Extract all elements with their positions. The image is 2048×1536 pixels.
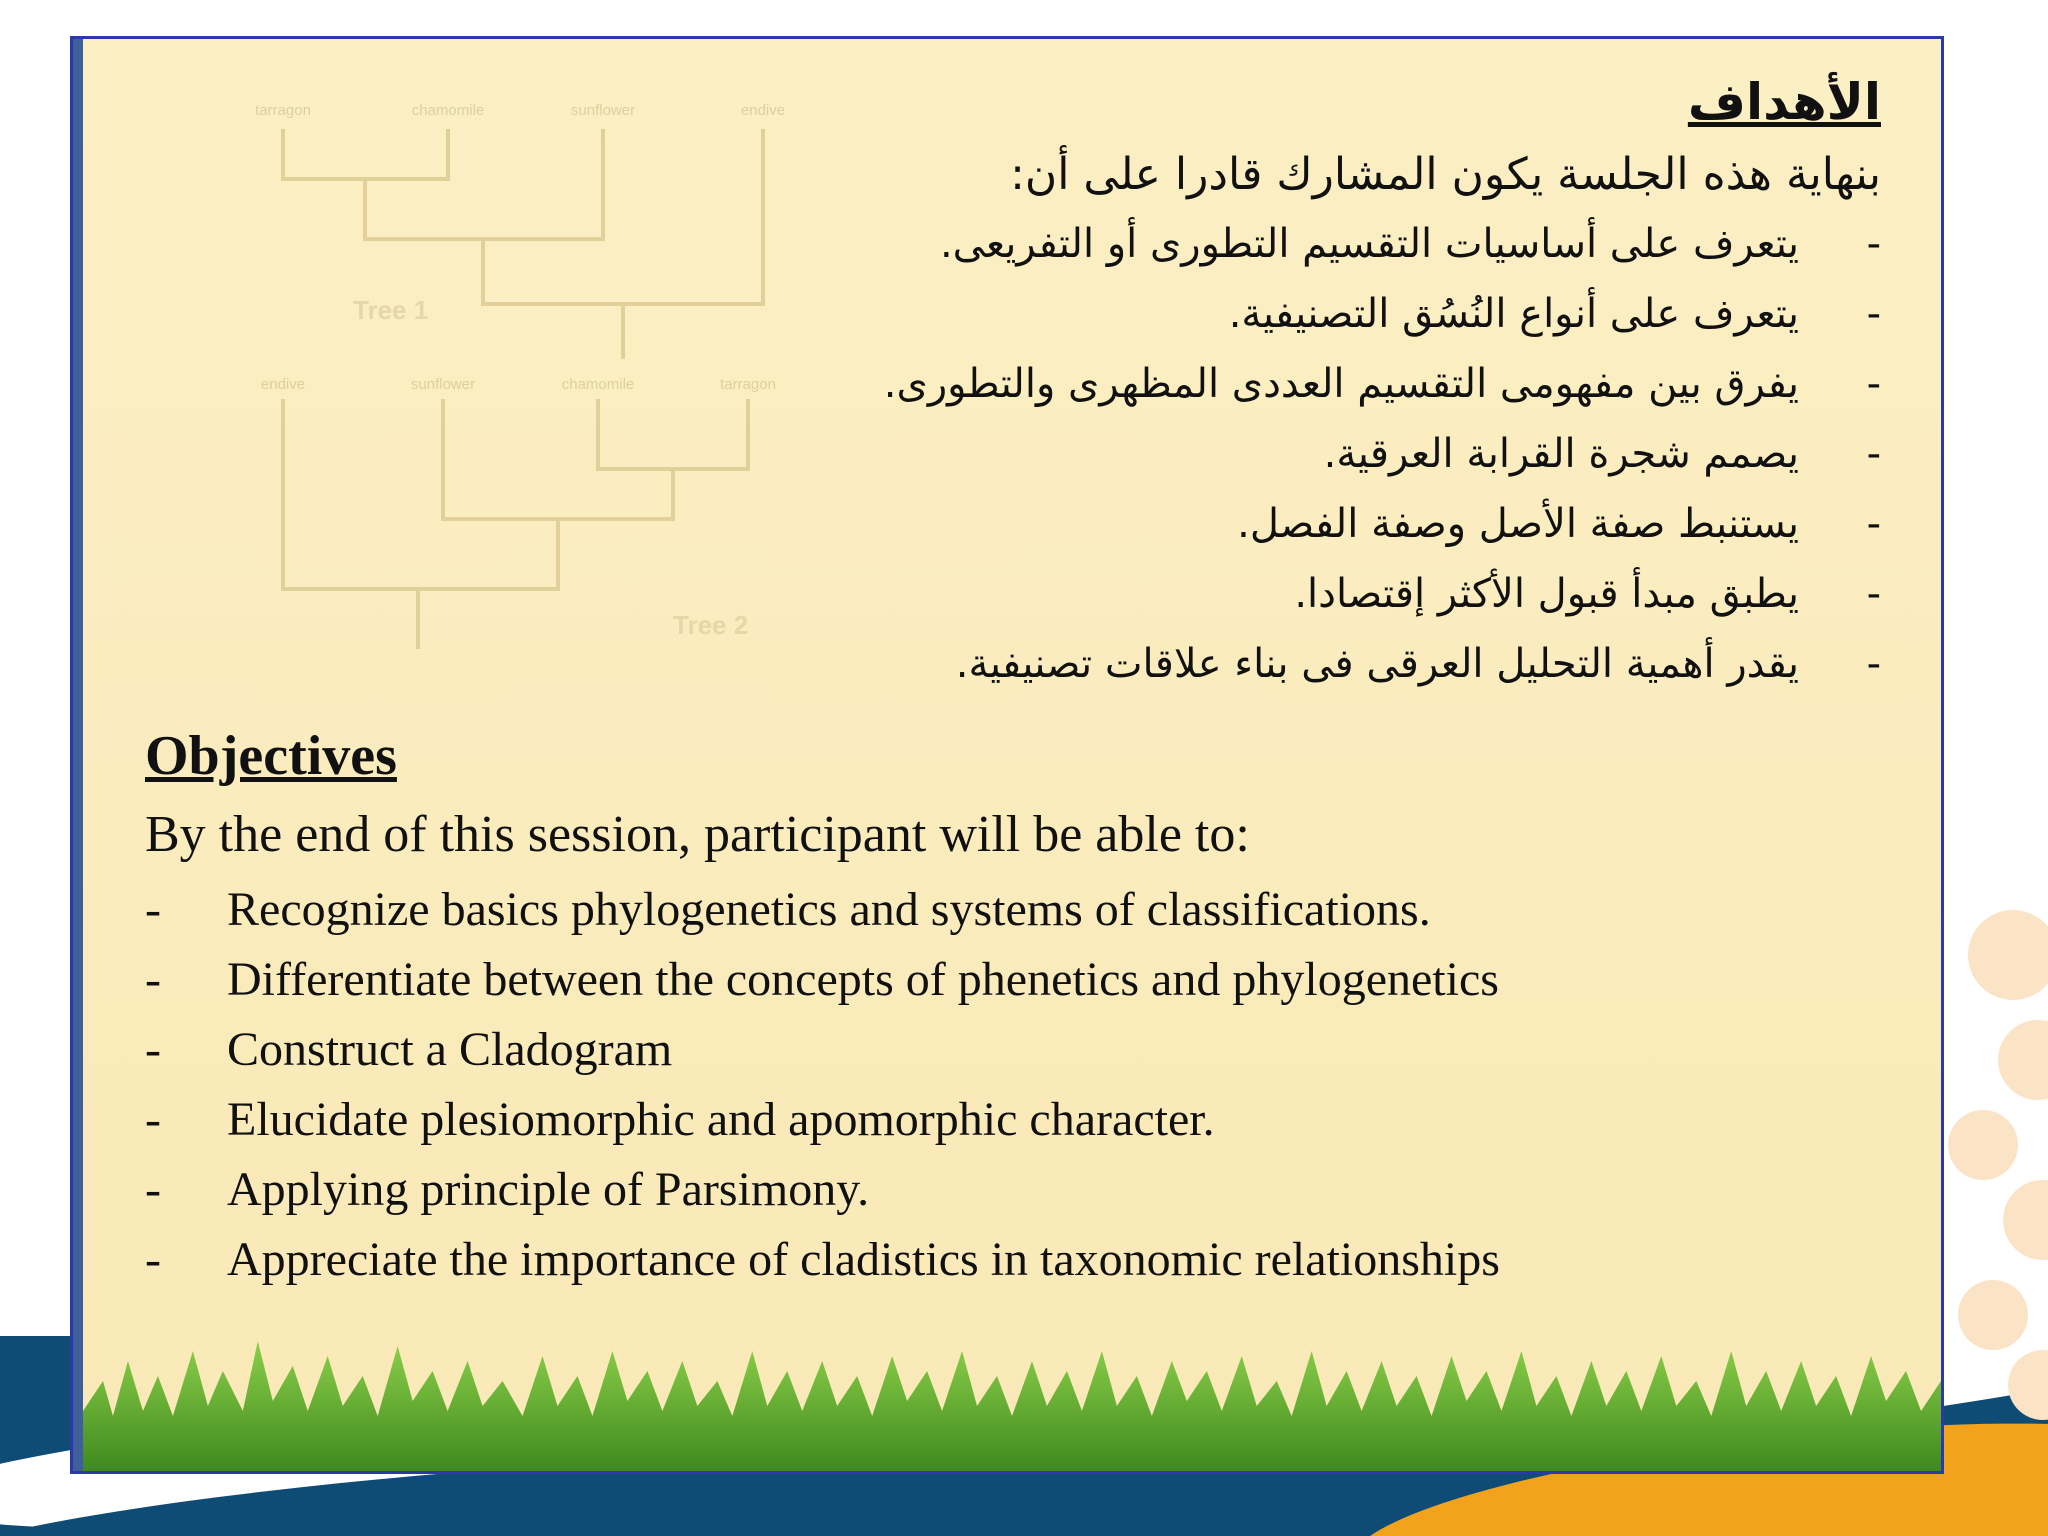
slide (70, 36, 1944, 1474)
arabic-list-item (731, 419, 1881, 489)
bullet-dash: - (1866, 430, 1881, 477)
tree-1-taxon-3: sunflower (570, 102, 636, 119)
grass-decoration (83, 1321, 1941, 1471)
english-title: Objectives (145, 725, 397, 787)
english-list-item (145, 1085, 1845, 1155)
tree-2-taxon-1: endive (260, 376, 306, 393)
english-list-item (145, 945, 1845, 1015)
arabic-objectives (731, 69, 1881, 699)
bullet-dash: - (145, 1163, 161, 1217)
bullet-dash: - (145, 883, 161, 937)
arabic-item-text: يتعرف على أنواع النُسُق التصنيفية. (1228, 290, 1799, 337)
bullet-dash: - (1866, 500, 1881, 547)
english-item-text: Construct a Cladogram (227, 1023, 673, 1077)
arabic-list-item (731, 559, 1881, 629)
english-item-text: Applying principle of Parsimony. (227, 1163, 870, 1217)
tree-2-taxon-3: chamomile (561, 376, 635, 393)
bullet-dash: - (145, 1023, 161, 1077)
english-objectives-list (145, 875, 1845, 1295)
arabic-title: الأهداف (1687, 73, 1881, 131)
english-item-text: Recognize basics phylogenetics and systems of classifications. (227, 883, 1431, 937)
english-item-text: Appreciate the importance of cladistics in taxonomic relationships (227, 1233, 1500, 1287)
bullet-dash: - (1866, 360, 1881, 407)
arabic-item-text: يفرق بين مفهومى التقسيم العددى المظهرى والتطورى. (883, 360, 1799, 407)
arabic-intro: بنهاية هذه الجلسة يكون المشارك قادرا على أن: (1010, 148, 1881, 200)
arabic-item-text: يستنبط صفة الأصل وصفة الفصل. (1237, 500, 1799, 547)
decorative-dots (1928, 880, 2048, 1440)
tree-1-label: Tree 1 (353, 295, 429, 325)
arabic-list-item (731, 349, 1881, 419)
english-list-item (145, 1155, 1845, 1225)
english-objectives (145, 719, 1845, 1295)
bullet-dash: - (1866, 220, 1881, 267)
english-item-text: Differentiate between the concepts of phenetics and phylogenetics (227, 953, 1499, 1007)
tree-2-label: Tree 2 (673, 610, 749, 640)
arabic-list-item (731, 629, 1881, 699)
bullet-dash: - (145, 1233, 161, 1287)
tree-2-taxon-2: sunflower (410, 376, 476, 393)
english-item-text: Elucidate plesiomorphic and apomorphic character. (227, 1093, 1215, 1147)
tree-1-taxon-4: endive (740, 102, 786, 119)
slide-left-rule (73, 39, 83, 1471)
arabic-objectives-list (731, 209, 1881, 699)
arabic-item-text: يطبق مبدأ قبول الأكثر إقتصادا. (1294, 570, 1799, 617)
arabic-item-text: يتعرف على أساسيات التقسيم التطورى أو التفريعى. (939, 220, 1799, 267)
bullet-dash: - (145, 953, 161, 1007)
english-list-item (145, 1225, 1845, 1295)
bullet-dash: - (1866, 640, 1881, 687)
bullet-dash: - (1866, 290, 1881, 337)
arabic-list-item (731, 279, 1881, 349)
arabic-list-item (731, 209, 1881, 279)
english-intro: By the end of this session, participant will be able to: (145, 805, 1250, 863)
arabic-item-text: يقدر أهمية التحليل العرقى فى بناء علاقات تصنيفية. (955, 640, 1799, 687)
bullet-dash: - (1866, 570, 1881, 617)
bullet-dash: - (145, 1093, 161, 1147)
english-list-item (145, 875, 1845, 945)
arabic-item-text: يصمم شجرة القرابة العرقية. (1323, 430, 1799, 477)
tree-1-taxon-2: chamomile (411, 102, 485, 119)
tree-2-taxon-4: tarragon (720, 376, 776, 393)
english-list-item (145, 1015, 1845, 1085)
arabic-list-item (731, 489, 1881, 559)
grass-graphic (83, 1321, 1941, 1471)
tree-1-taxon-1: tarragon (255, 102, 311, 119)
